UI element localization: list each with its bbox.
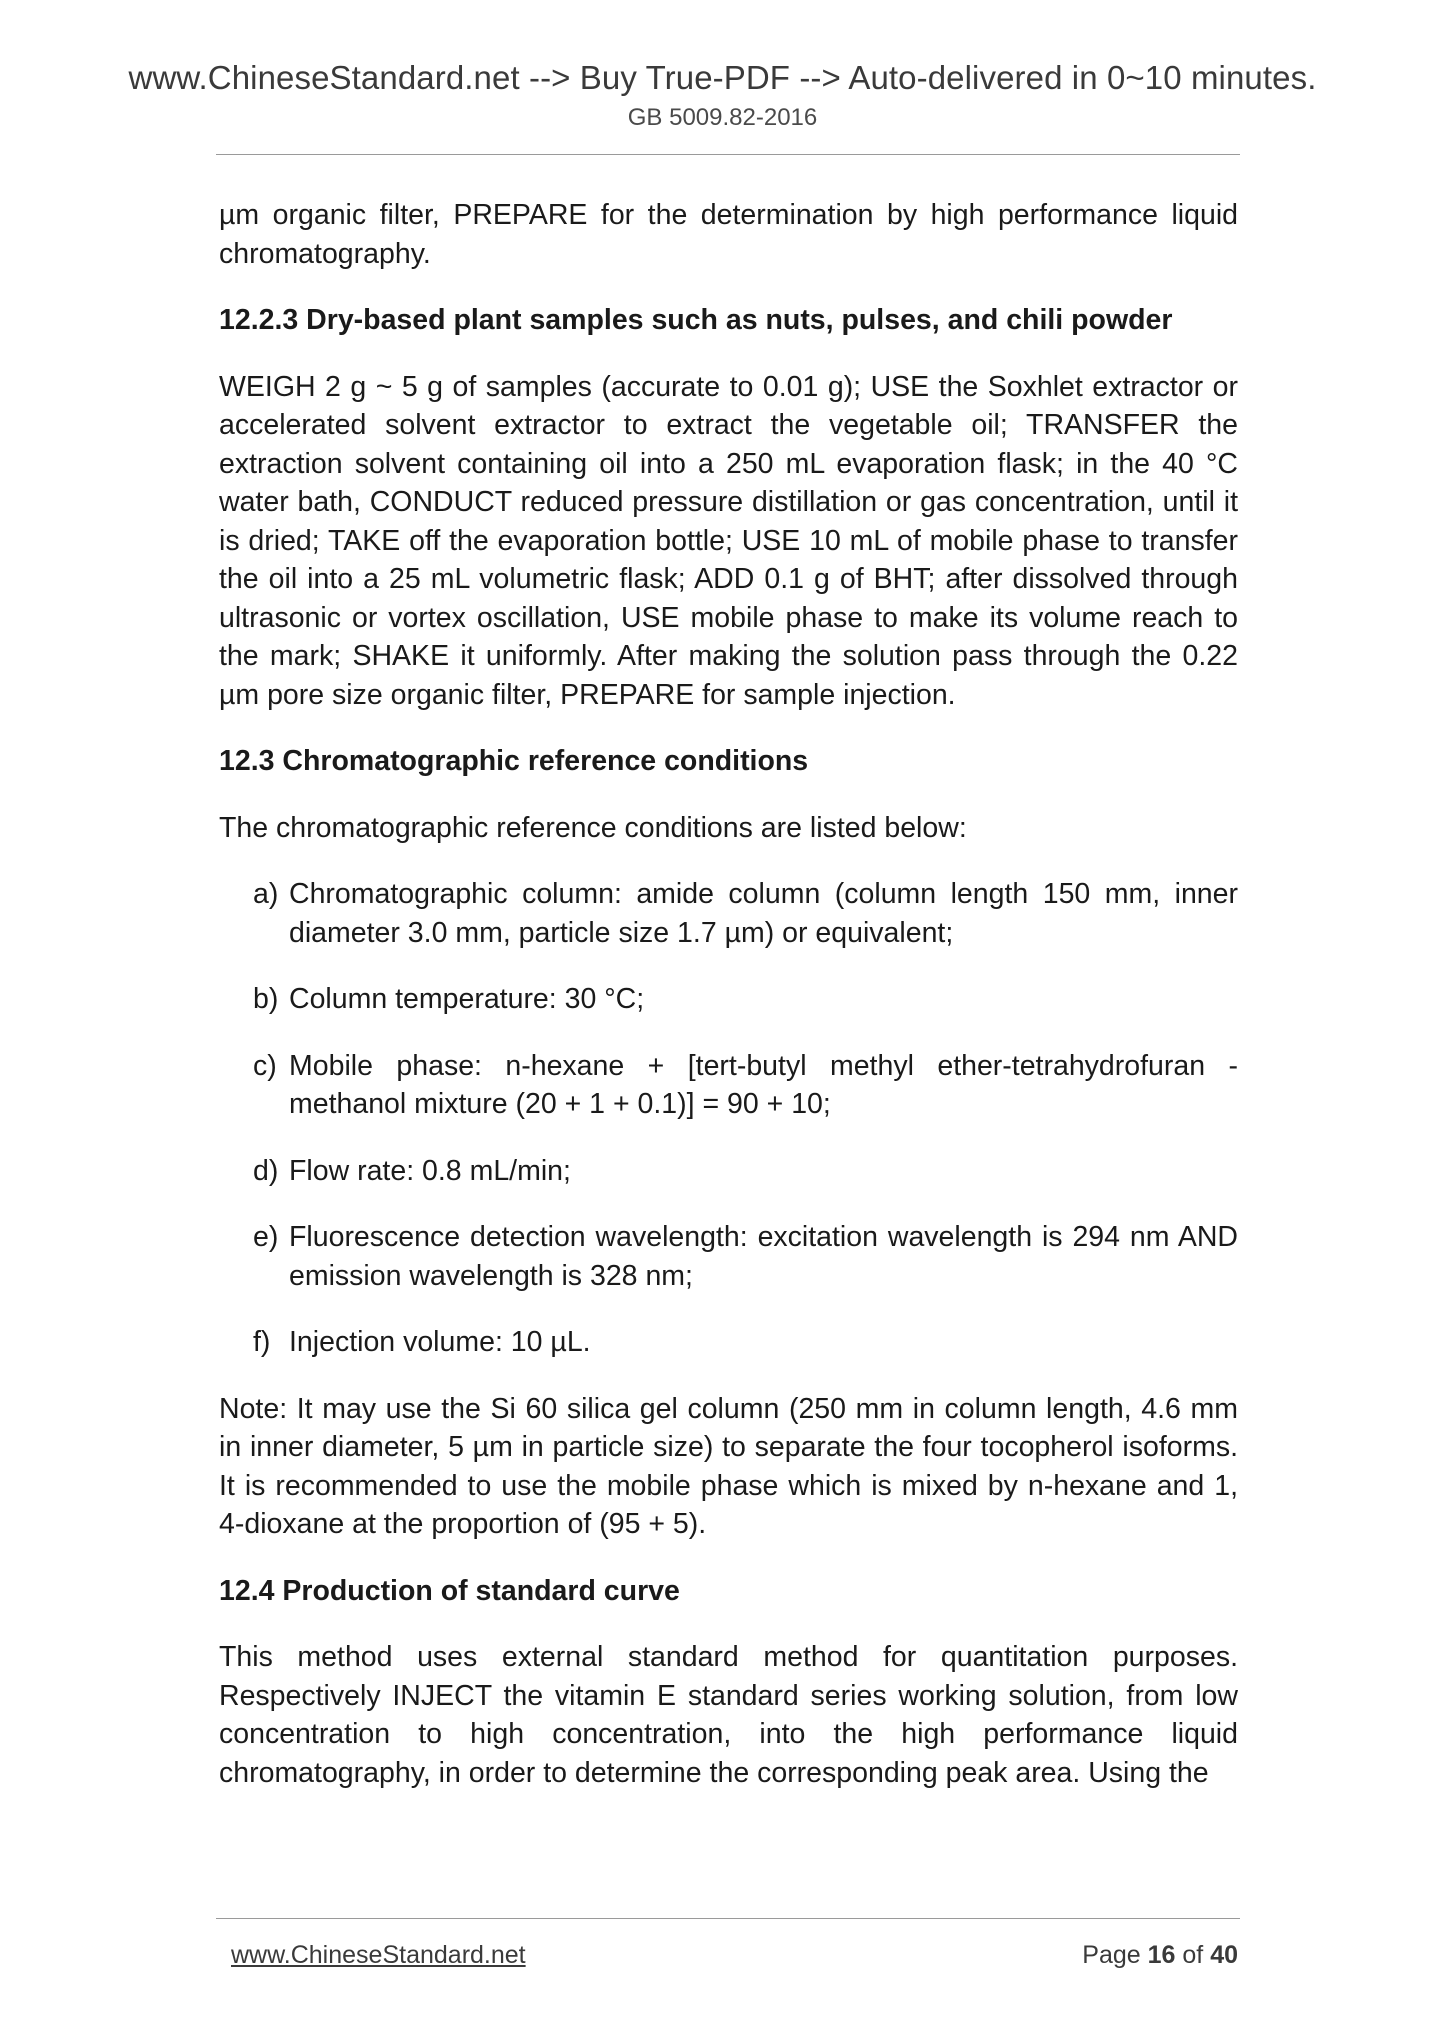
list-marker: e): [253, 1221, 279, 1253]
list-marker: a): [253, 878, 279, 910]
continuation-paragraph: µm organic filter, PREPARE for the determination by high performance liquid chromatography.: [219, 199, 1238, 270]
list-item-text: Column temperature: 30 °C;: [289, 983, 645, 1015]
note-paragraph: Note: It may use the Si 60 silica gel column (250 mm in column length, 4.6 mm in inner diameter, 5 µm in particle size) to separate the four tocopherol isoforms. It is recommended to use the mobile phase which is mixed by n-hexane and 1, 4-dioxane at the proportion of (95 + 5).: [219, 1392, 1238, 1540]
page-number: [1082, 1940, 1238, 1970]
list-item: [219, 875, 1238, 952]
page-of: of: [1182, 1941, 1204, 1969]
list-item: [219, 1218, 1238, 1295]
header-divider: [216, 154, 1240, 155]
list-item-text: Flow rate: 0.8 mL/min;: [289, 1154, 571, 1187]
conditions-list: [219, 875, 1238, 1362]
standard-code: GB 5009.82-2016: [627, 104, 818, 131]
section-12-4-paragraph: This method uses external standard method for quantitation purposes. Respectively INJECT the vitamin E standard series working solution, from low concentration to high concentration, into the high performance liquid chromatography, in order to determine the corresponding peak area. Using the: [219, 1641, 1238, 1789]
page-label: Page: [1082, 1941, 1141, 1969]
list-marker: b): [253, 983, 279, 1015]
list-item: [219, 1047, 1238, 1124]
list-item-text: Fluorescence detection wavelength: excitation wavelength is 294 nm AND emission wavelength is 328 nm;: [289, 1221, 1238, 1292]
list-item-text: Injection volume: 10 µL.: [289, 1326, 591, 1358]
section-heading-12-3: 12.3 Chromatographic reference conditions: [219, 745, 809, 777]
section-heading-12-2-3: 12.2.3 Dry-based plant samples such as nuts, pulses, and chili powder: [219, 304, 1173, 336]
page-total: 40: [1210, 1941, 1238, 1969]
list-item: [219, 980, 1238, 1019]
footer-site-link[interactable]: www.ChineseStandard.net: [231, 1941, 526, 1969]
page-header: [0, 58, 1445, 134]
page-current: 16: [1147, 1941, 1176, 1969]
list-marker: d): [253, 1154, 279, 1187]
section-12-2-3-paragraph: WEIGH 2 g ~ 5 g of samples (accurate to 0.01 g); USE the Soxhlet extractor or accelerated solvent extractor to extract the vegetable oil; TRANSFER the extraction solvent containing oil into a 250 mL evaporation flask; in the 40 °C water bath, CONDUCT reduced pressure distillation or gas concentration, until it is dried; TAKE off the evaporation bottle; USE 10 mL of mobile phase to transfer the oil into a 25 mL volumetric flask; ADD 0.1 g of BHT; after dissolved through ultrasonic or vortex oscillation, USE mobile phase to make its volume reach to the mark; SHAKE it uniformly. After making the solution pass through the 0.22 µm pore size organic filter, PREPARE for sample injection.: [219, 370, 1238, 711]
list-item: [219, 1152, 1238, 1191]
section-heading-12-4: 12.4 Production of standard curve: [219, 1574, 680, 1607]
list-marker: f): [253, 1326, 271, 1358]
section-12-3-intro: The chromatographic reference conditions are listed below:: [219, 811, 967, 844]
list-item-text: Chromatographic column: amide column (column length 150 mm, inner diameter 3.0 mm, particle size 1.7 µm) or equivalent;: [289, 878, 1238, 949]
list-item: [219, 1323, 1238, 1362]
header-banner[interactable]: www.ChineseStandard.net --> Buy True-PDF --> Auto-delivered in 0~10 minutes.: [128, 59, 1317, 96]
list-marker: c): [253, 1049, 277, 1082]
footer-divider: [216, 1918, 1240, 1919]
document-body: [219, 196, 1238, 1820]
list-item-text: Mobile phase: n-hexane + [tert-butyl methyl ether-tetrahydrofuran - methanol mixture (20 + 1 + 0.1)] = 90 + 10;: [289, 1049, 1238, 1120]
